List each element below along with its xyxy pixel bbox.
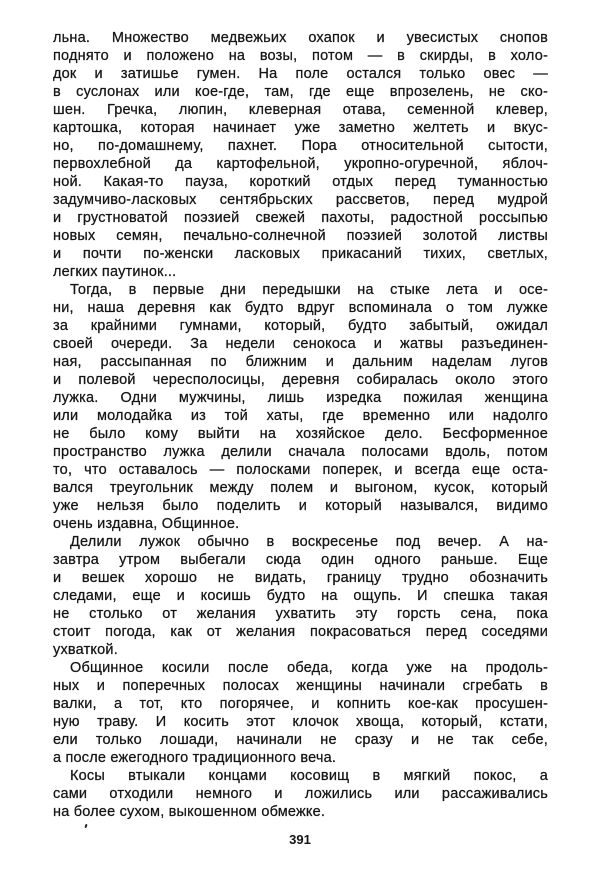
text-line: легких паутинок... xyxy=(53,264,177,280)
text-line: очень издавна, Общинное. xyxy=(53,516,240,532)
text-line: сами отходили немного и ложились или рассаживались xyxy=(53,786,548,802)
text-line: первохлебной да картофельной, укропно-огуречной, яблоч- xyxy=(53,156,548,172)
paragraph-5 xyxy=(53,767,548,821)
text-line: не столько от желания ухватить эту горсть сена, пока xyxy=(53,606,548,622)
text-line: и почти по-женски ласковых прикасаний тихих, светлых, xyxy=(53,246,548,262)
text-line: и вешек хорошо не видать, границу трудно обозначить xyxy=(53,570,548,586)
text-line: за крайними гумнами, который, будто забытый, ожидал xyxy=(53,318,548,334)
text-line: или молодайка из той хаты, где временно или надолго xyxy=(53,408,548,424)
text-column xyxy=(53,29,548,821)
text-line: ную траву. И косить этот клочок хвоща, который, кстати, xyxy=(53,714,548,730)
text-line: своей очереди. За недели сенокоса и жатвы разъединен- xyxy=(53,336,548,352)
text-line: но, по-домашнему, пахнет. Пора относительной сытости, xyxy=(53,138,548,154)
text-line: Делили лужок обычно в воскресенье под вечер. А на- xyxy=(70,534,548,550)
text-line: шен. Гречка, люпин, клеверная отава, семенной клевер, xyxy=(53,102,548,118)
text-line: валки, а тот, кто погорячее, и копнить кое-как просушен- xyxy=(53,696,548,712)
text-line: ной. Какая-то пауза, короткий отдых перед туманностью xyxy=(53,174,548,190)
text-line: то, что оставалось — полосками поперек, и всегда еще оста- xyxy=(53,462,548,478)
text-line: уже нельзя было поделить и который назывался, видимо xyxy=(53,498,548,514)
paragraph-3 xyxy=(53,533,548,659)
text-line: льна. Множество медвежьих охапок и увесистых снопов xyxy=(53,30,548,46)
text-line: картошка, которая начинает уже заметно желтеть и вкус- xyxy=(53,120,548,136)
text-line: завтра утром выбегали сюда один одного раньше. Еще xyxy=(53,552,548,568)
text-line: ухваткой. xyxy=(53,642,118,658)
scan-speck xyxy=(84,824,87,828)
text-line: и полевой чересполосицы, деревня собиралась около этого xyxy=(53,372,548,388)
text-line: лужка. Одни мужчины, лишь изредка пожилая женщина xyxy=(53,390,548,406)
text-line: новых семян, печально-солнечной поэзией золотой листвы xyxy=(53,228,548,244)
text-line: вался треугольник между полем и выгоном, кусок, который xyxy=(53,480,548,496)
text-line: в суслонах или кое-где, там, где еще впрозелень, не ско- xyxy=(53,84,548,100)
text-line: задумчиво-ласковых сентябрьских рассветов, перед мудрой xyxy=(53,192,548,208)
text-line: ели только лошади, начинали не сразу и не так себе, xyxy=(53,732,548,748)
text-line: Общинное косили после обеда, когда уже на продоль- xyxy=(70,660,548,676)
paragraph-2 xyxy=(53,281,548,533)
text-line: ни, наша деревня как будто вдруг вспоминала о том лужке xyxy=(53,300,548,316)
text-line: поднято и положено на возы, потом — в скирды, в холо- xyxy=(53,48,548,64)
text-line: стоит погода, как от желания покрасоваться перед соседями xyxy=(53,624,548,640)
text-line: ных и поперечных полосах женщины начинали сгребать в xyxy=(53,678,548,694)
text-line: ная, рассыпанная по ближним и дальним наделам лугов xyxy=(53,354,548,370)
text-line: на более сухом, выкошенном обмежке. xyxy=(53,804,326,820)
text-line: а после ежегодного традиционного веча. xyxy=(53,750,337,766)
text-line: док и затишье гумен. На поле остался только овес — xyxy=(53,66,548,82)
text-line: Косы втыкали концами косовищ в мягкий покос, а xyxy=(70,768,548,784)
text-line: Тогда, в первые дни передышки на стыке лета и осе- xyxy=(70,282,548,298)
text-line: и грустноватой поэзией свежей пахоты, радостной россыпью xyxy=(53,210,548,226)
text-line: не было кому выйти на хозяйское дело. Бесформенное xyxy=(53,426,548,442)
text-line: следами, еще и косишь будто на ощупь. И спешка такая xyxy=(53,588,548,604)
page-number: 391 xyxy=(289,832,311,847)
text-line: пространство лужка делили сначала полосами вдоль, потом xyxy=(53,444,548,460)
paragraph-1 xyxy=(53,29,548,281)
paragraph-4 xyxy=(53,659,548,767)
